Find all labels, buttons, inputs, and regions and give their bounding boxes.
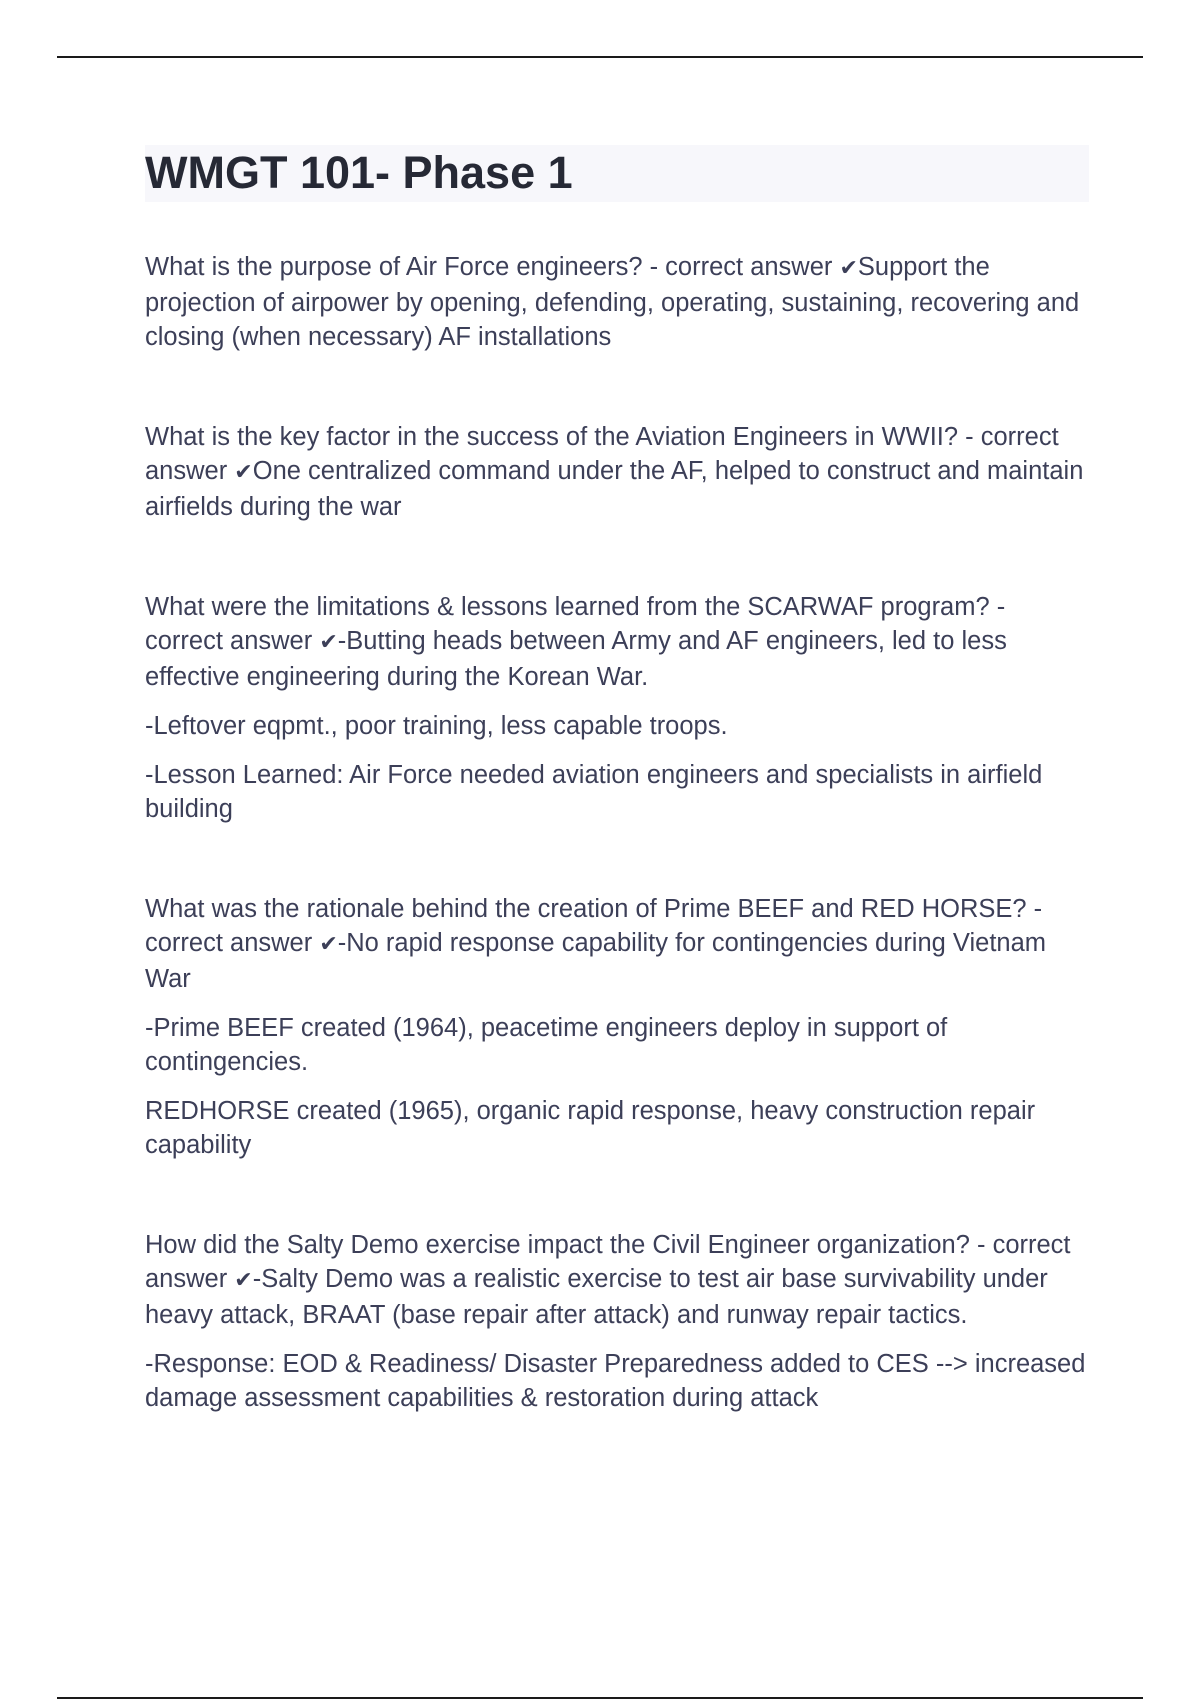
question-text: How did the Salty Demo exercise impact the Civil Engineer organization?: [145, 1231, 970, 1259]
answer-tag: - correct answer: [145, 1231, 1071, 1293]
answer-text: One centralized command under the AF, helped to construct and maintain airfields during the war: [145, 457, 1084, 521]
checkmark-icon: ✔: [234, 460, 253, 485]
qa-question-paragraph: [145, 250, 1090, 354]
answer-tag: - correct answer: [642, 253, 840, 281]
question-text: What is the purpose of Air Force engineers?: [145, 253, 643, 281]
qa-question-paragraph: [145, 1228, 1090, 1332]
answer-tag: - correct answer: [145, 423, 1059, 485]
qa-item: [145, 1228, 1090, 1415]
qa-item: [145, 590, 1090, 826]
qa-question-paragraph: [145, 590, 1090, 694]
qa-item: [145, 892, 1090, 1162]
answer-extra-line: -Response: EOD & Readiness/ Disaster Preparedness added to CES --> increased damage assessment capabilities & restoration during attack: [145, 1350, 1086, 1412]
page-title: WMGT 101- Phase 1: [145, 147, 573, 198]
answer-extra-line: -Prime BEEF created (1964), peacetime engineers deploy in support of contingencies.: [145, 1014, 948, 1076]
answer-tag: - correct answer: [145, 895, 1043, 957]
checkmark-icon: ✔: [234, 1268, 253, 1293]
answer-text: -Salty Demo was a realistic exercise to test air base survivability under heavy attack, BRAAT (base repair after attack) and runway repair tactics.: [145, 1265, 1048, 1329]
qa-question-paragraph: [145, 420, 1090, 524]
qa-item: [145, 250, 1090, 354]
answer-extra-line: REDHORSE created (1965), organic rapid response, heavy construction repair capability: [145, 1097, 1036, 1159]
checkmark-icon: ✔: [319, 932, 338, 957]
question-text: What were the limitations & lessons learned from the SCARWAF program?: [145, 593, 990, 621]
answer-text: -Butting heads between Army and AF engineers, led to less effective engineering during the Korean War.: [145, 627, 1007, 691]
qa-item: [145, 420, 1090, 524]
qa-question-paragraph: [145, 892, 1090, 996]
question-text: What is the key factor in the success of the Aviation Engineers in WWII?: [145, 423, 959, 451]
question-text: What was the rationale behind the creation of Prime BEEF and RED HORSE?: [145, 895, 1027, 923]
answer-text: -No rapid response capability for contingencies during Vietnam War: [145, 929, 1047, 993]
checkmark-icon: ✔: [319, 630, 338, 655]
checkmark-icon: ✔: [839, 256, 858, 281]
answer-text: Support the projection of airpower by opening, defending, operating, sustaining, recovering and closing (when necessary) AF installations: [145, 253, 1080, 351]
answer-extra-line: -Leftover eqpmt., poor training, less capable troops.: [145, 712, 728, 740]
answer-tag: - correct answer: [145, 593, 1006, 655]
bottom-rule: [57, 1697, 1143, 1699]
top-rule: [57, 56, 1143, 58]
answer-extra-line: -Lesson Learned: Air Force needed aviation engineers and specialists in airfield building: [145, 761, 1043, 823]
qa-list: [145, 250, 1090, 1481]
